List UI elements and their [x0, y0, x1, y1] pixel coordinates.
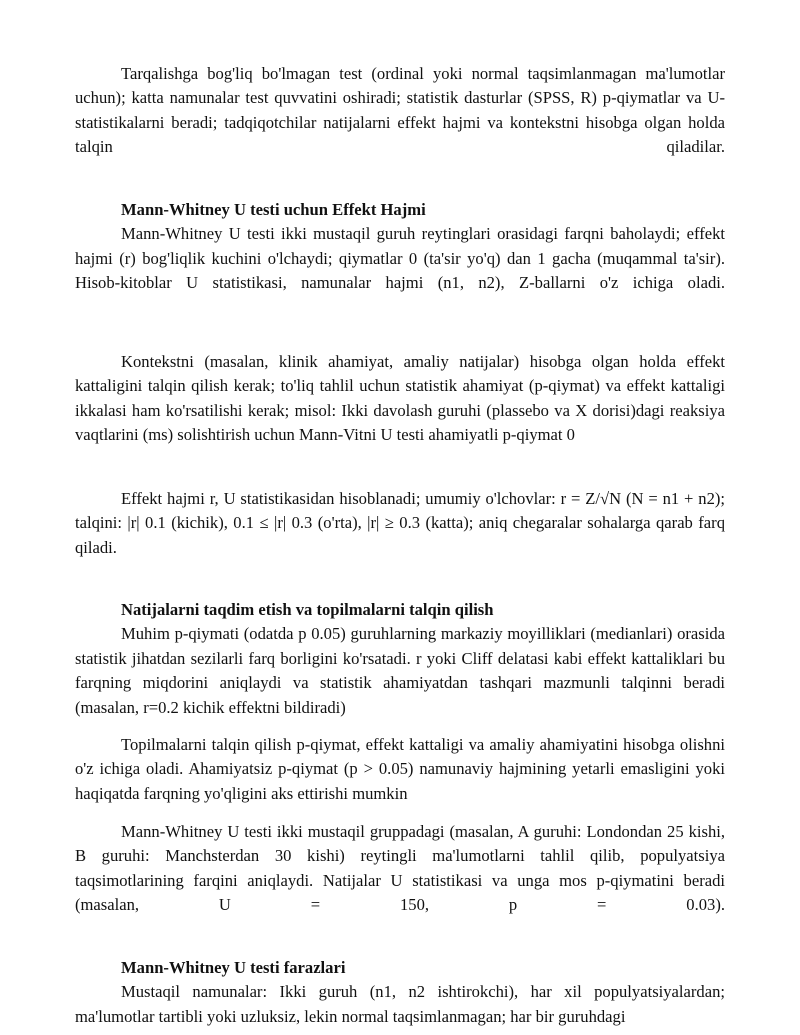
paragraph-text: Mann-Whitney U testi ikki mustaqil gruppadagi (masalan, A guruhi: Londondan 25 kishi, B guruhi: Manchsterdan 30 kishi) reytingli ma'lumotlarni tahlil qilib, populyatsiya taqsimotlarining farqini aniqlaydi. Natijalar U statistikasi va unga mos p-qiymatini beradi (masalan, U = 150, p = 0.03). — [75, 822, 725, 915]
section-heading: Mann-Whitney U testi farazlari — [121, 958, 346, 977]
paragraph-example — [75, 820, 725, 918]
paragraph-interpretation — [75, 733, 725, 806]
paragraph-text: Topilmalarni talqin qilish p-qiymat, effekt kattaligi va amaliy ahamiyatini hisobga olishni o'z ichiga oladi. Ahamiyatsiz p-qiymat (p > 0.05) namunaviy hajmining yetarli emasligini yoki haqiqatda farqning yo'qligini aks ettirishi mumkin — [75, 735, 725, 803]
paragraph-text: Tarqalishga bog'liq bo'lmagan test (ordinal yoki normal taqsimlanmagan ma'lumotlar uchun); katta namunalar test quvvatini oshiradi; statistik dasturlar (SPSS, R) p-qiymatlar va U-statistikalarni beradi; tadqiqotchilar natijalarni effekt hajmi va kontekstni hisobga olgan holda talqin qiladilar. — [75, 64, 725, 157]
section-effect-size — [75, 198, 725, 296]
paragraph-text: Kontekstni (masalan, klinik ahamiyat, amaliy natijalar) hisobga olgan holda effekt kattaligini talqin qilish kerak; to'liq tahlil uchun statistik ahamiyat (p-qiymat) va effekt kattaligi ikkalasi ham ko'rsatilishi kerak; misol: Ikki davolash guruhi (plassebo va X dorisi)dagi reaksiya vaqtlarini (ms) solishtirish uchun Mann-Vitni U testi ahamiyatli p-qiymat 0 — [75, 352, 725, 445]
section-heading: Natijalarni taqdim etish va topilmalarni talqin qilish — [121, 600, 494, 619]
paragraph-effect-formula — [75, 487, 725, 560]
section-assumptions — [75, 956, 725, 1029]
paragraph-text: Effekt hajmi r, U statistikasidan hisoblanadi; umumiy o'lchovlar: r = Z/√N (N = n1 + n2); talqini: |r| 0.1 (kichik), 0.1 ≤ |r| 0.3 (o'rta), |r| ≥ 0.3 (katta); aniq chegaralar sohalarga qarab farq qiladi. — [75, 489, 725, 557]
paragraph-text: Muhim p-qiymati (odatda p 0.05) guruhlarning markaziy moyilliklari (medianlari) orasida statistik jihatdan sezilarli farq borligini ko'rsatadi. r yoki Cliff delatasi kabi effekt kattaliklari bu farqning miqdorini aniqlaydi va statistik ahamiyatdan tashqari mazmunli talqinni beradi (masalan, r=0.2 kichik effektni bildiradi) — [75, 624, 725, 717]
section-presenting-results — [75, 598, 725, 720]
section-heading: Mann-Whitney U testi uchun Effekt Hajmi — [121, 200, 426, 219]
paragraph-test-properties — [75, 62, 725, 160]
paragraph-text: Mustaqil namunalar: Ikki guruh (n1, n2 ishtirokchi), har xil populyatsiyalardan; ma'lumotlar tartibli yoki uzluksiz, lekin normal taqsimlanmagan; har bir guruhdagi — [75, 982, 725, 1026]
paragraph-text: Mann-Whitney U testi ikki mustaqil guruh reytinglari orasidagi farqni baholaydi; effekt hajmi (r) bog'liqlik kuchini o'lchaydi; qiymatlar 0 (ta'sir yo'q) dan 1 gacha (muqammal ta'sir). Hisob-kitoblar U statistikasi, namunalar hajmi (n1, n2), Z-ballarni o'z ichiga oladi. — [75, 224, 725, 293]
paragraph-context — [75, 350, 725, 448]
